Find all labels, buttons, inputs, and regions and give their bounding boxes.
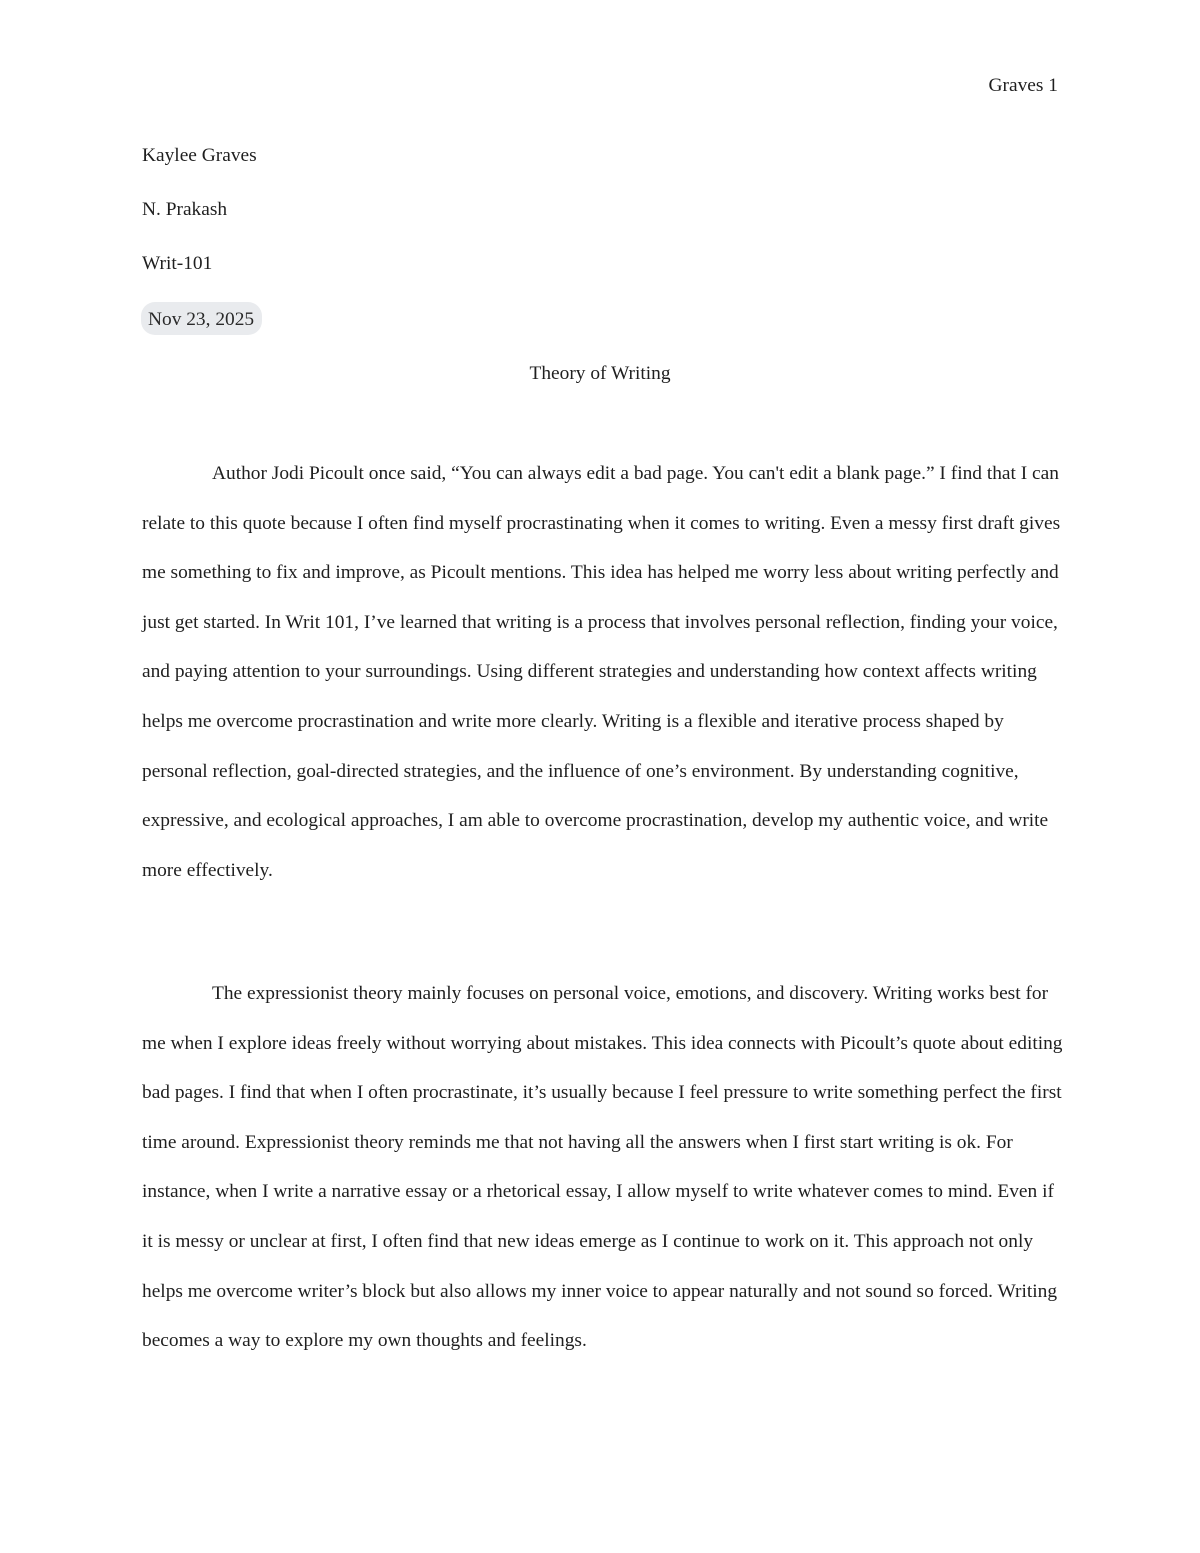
paragraph-text: Author Jodi Picoult once said, “You can always edit a bad page. You can't edit a blank page.” I find that I can relate to this quote because I often find myself procrastinating when it comes to writing. Even a messy first draft gives me something to fix and improve, as Picoult mentions. This idea has helped me worry less about writing perfectly and just get started. In Writ 101, I’ve learned that writing is a process that involves personal reflection, finding your voice, and paying attention to your surroundings. Using different strategies and understanding how context affects writing helps me overcome procrastination and write more clearly. Writing is a flexible and iterative process shaped by personal reflection, goal-directed strategies, and the influence of one’s environment. By understanding cognitive, expressive, and ecological approaches, I am able to overcome procrastination, develop my authentic voice, and write more effectively. bbox=[142, 463, 1061, 881]
course-name: Writ-101 bbox=[142, 253, 213, 274]
paragraph-text: The expressionist theory mainly focuses on personal voice, emotions, and discovery. Writing works best for me when I explore ideas freely without worrying about mistakes. This idea connects with Picoult’s quote about editing bad pages. I find that when I often procrastinate, it’s usually because I feel pressure to write something perfect the first time around. Expressionist theory reminds me that not having all the answers when I first start writing is ok. For instance, when I write a narrative essay or a rhetorical essay, I allow myself to write whatever comes to mind. Even if it is messy or unclear at first, I often find that new ideas emerge as I continue to work on it. This approach not only helps me overcome writer’s block but also allows my inner voice to appear naturally and not sound so forced. Writing becomes a way to explore my own thoughts and feelings. bbox=[142, 983, 1063, 1352]
body-paragraph-2 bbox=[142, 969, 1064, 1366]
instructor-name: N. Prakash bbox=[142, 199, 228, 220]
date-smart-chip[interactable]: Nov 23, 2025 bbox=[141, 302, 262, 335]
author-name: Kaylee Graves bbox=[142, 145, 257, 166]
document-title: Theory of Writing bbox=[529, 363, 671, 384]
body-paragraph-1 bbox=[142, 449, 1064, 895]
page-header: Graves 1 bbox=[988, 75, 1058, 96]
